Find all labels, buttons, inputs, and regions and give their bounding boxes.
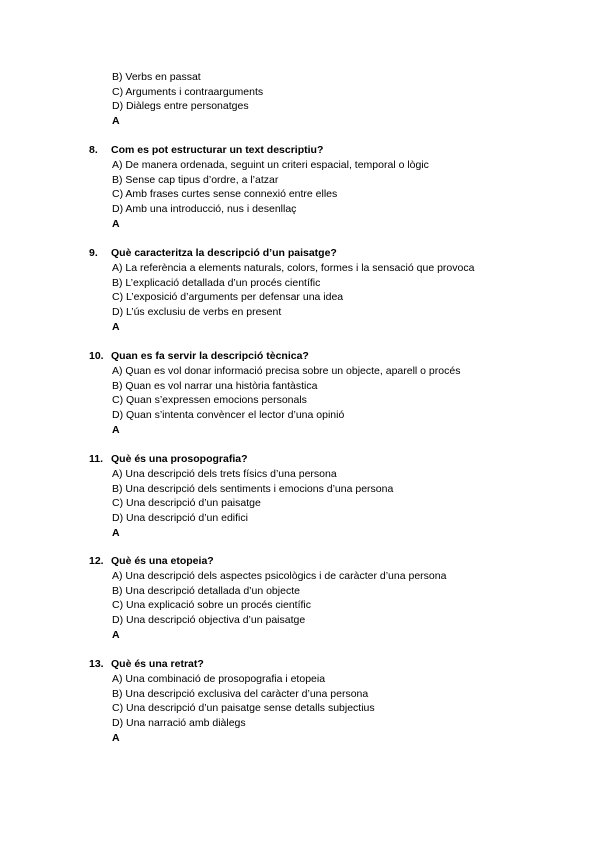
options-list (112, 569, 569, 642)
answer-key: A (112, 115, 120, 128)
option-d: D) Una narració amb diàlegs (112, 717, 246, 730)
option-c: C) Quan s’expressen emocions personals (112, 394, 307, 407)
answer-key: A (112, 423, 120, 436)
question-text: Què és una prosopografia? (111, 453, 248, 465)
question-number: 12. (89, 555, 104, 567)
options-list (112, 364, 569, 437)
option-c: C) Una descripció d’un paisatge (112, 497, 261, 510)
question-13 (89, 657, 569, 745)
option-b: B) L’explicació detallada d’un procés científic (112, 276, 321, 289)
answer-key: A (112, 320, 120, 333)
options-list (112, 672, 569, 745)
question-text: Què caracteritza la descripció d’un paisatge? (111, 247, 337, 259)
option-c: C) Una explicació sobre un procés científic (112, 599, 312, 612)
question-heading (89, 349, 569, 364)
option-d: D) Quan s’intenta convèncer el lector d’una opinió (112, 409, 345, 422)
question-number: 13. (89, 658, 104, 670)
question-text: Quan es fa servir la descripció tècnica? (111, 350, 309, 362)
carryover-block (112, 70, 263, 129)
option-c: C) L’exposició d’arguments per defensar una idea (112, 291, 344, 304)
question-number: 10. (89, 350, 104, 362)
answer-key: A (112, 526, 120, 539)
answer-key: A (112, 628, 120, 641)
options-list (112, 467, 569, 540)
question-heading (89, 452, 569, 467)
question-text: Com es pot estructurar un text descriptiu? (111, 144, 324, 156)
option-a: A) La referència a elements naturals, colors, formes i la sensació que provoca (112, 262, 475, 274)
option-b: B) Una descripció detallada d’un objecte (112, 584, 300, 597)
option-d: D) L’ús exclusiu de verbs en present (112, 306, 282, 319)
question-11 (89, 452, 569, 540)
option-c: C) Arguments i contraarguments (112, 85, 264, 98)
option-c: C) Una descripció d’un paisatge sense detalls subjectius (112, 702, 375, 715)
option-b: B) Una descripció exclusiva del caràcter d’una persona (112, 687, 369, 700)
question-text: Què és una etopeia? (111, 555, 214, 567)
question-heading (89, 657, 569, 672)
options-list (112, 158, 569, 231)
option-b: B) Una descripció dels sentiments i emocions d’una persona (112, 482, 394, 495)
option-d: D) Diàlegs entre personatges (112, 100, 249, 113)
option-b: B) Verbs en passat (112, 71, 201, 83)
option-a: A) Quan es vol donar informació precisa sobre un objecte, aparell o procés (112, 365, 461, 377)
option-a: A) Una combinació de prosopografia i etopeia (112, 673, 326, 685)
option-d: D) Una descripció d’un edifici (112, 512, 248, 525)
option-b: B) Quan es vol narrar una història fantàstica (112, 379, 318, 392)
option-a: A) Una descripció dels trets físics d’una persona (112, 468, 337, 480)
option-b: B) Sense cap tipus d’ordre, a l’atzar (112, 173, 279, 186)
question-heading (89, 143, 569, 158)
question-number: 8. (89, 144, 98, 156)
option-a: A) De manera ordenada, seguint un criteri espacial, temporal o lògic (112, 159, 429, 171)
answer-key: A (112, 217, 120, 230)
question-number: 9. (89, 247, 98, 259)
option-c: C) Amb frases curtes sense connexió entre elles (112, 188, 338, 201)
question-heading (89, 554, 569, 569)
question-heading (89, 246, 569, 261)
answer-key: A (112, 731, 120, 744)
option-a: A) Una descripció dels aspectes psicològics i de caràcter d’una persona (112, 570, 447, 582)
question-9 (89, 246, 569, 334)
question-text: Què és una retrat? (111, 658, 204, 670)
question-10 (89, 349, 569, 437)
question-number: 11. (89, 453, 104, 465)
option-d: D) Amb una introducció, nus i desenllaç (112, 203, 297, 216)
question-12 (89, 554, 569, 642)
question-8 (89, 143, 569, 231)
option-d: D) Una descripció objectiva d’un paisatge (112, 614, 306, 627)
options-list (112, 261, 569, 334)
